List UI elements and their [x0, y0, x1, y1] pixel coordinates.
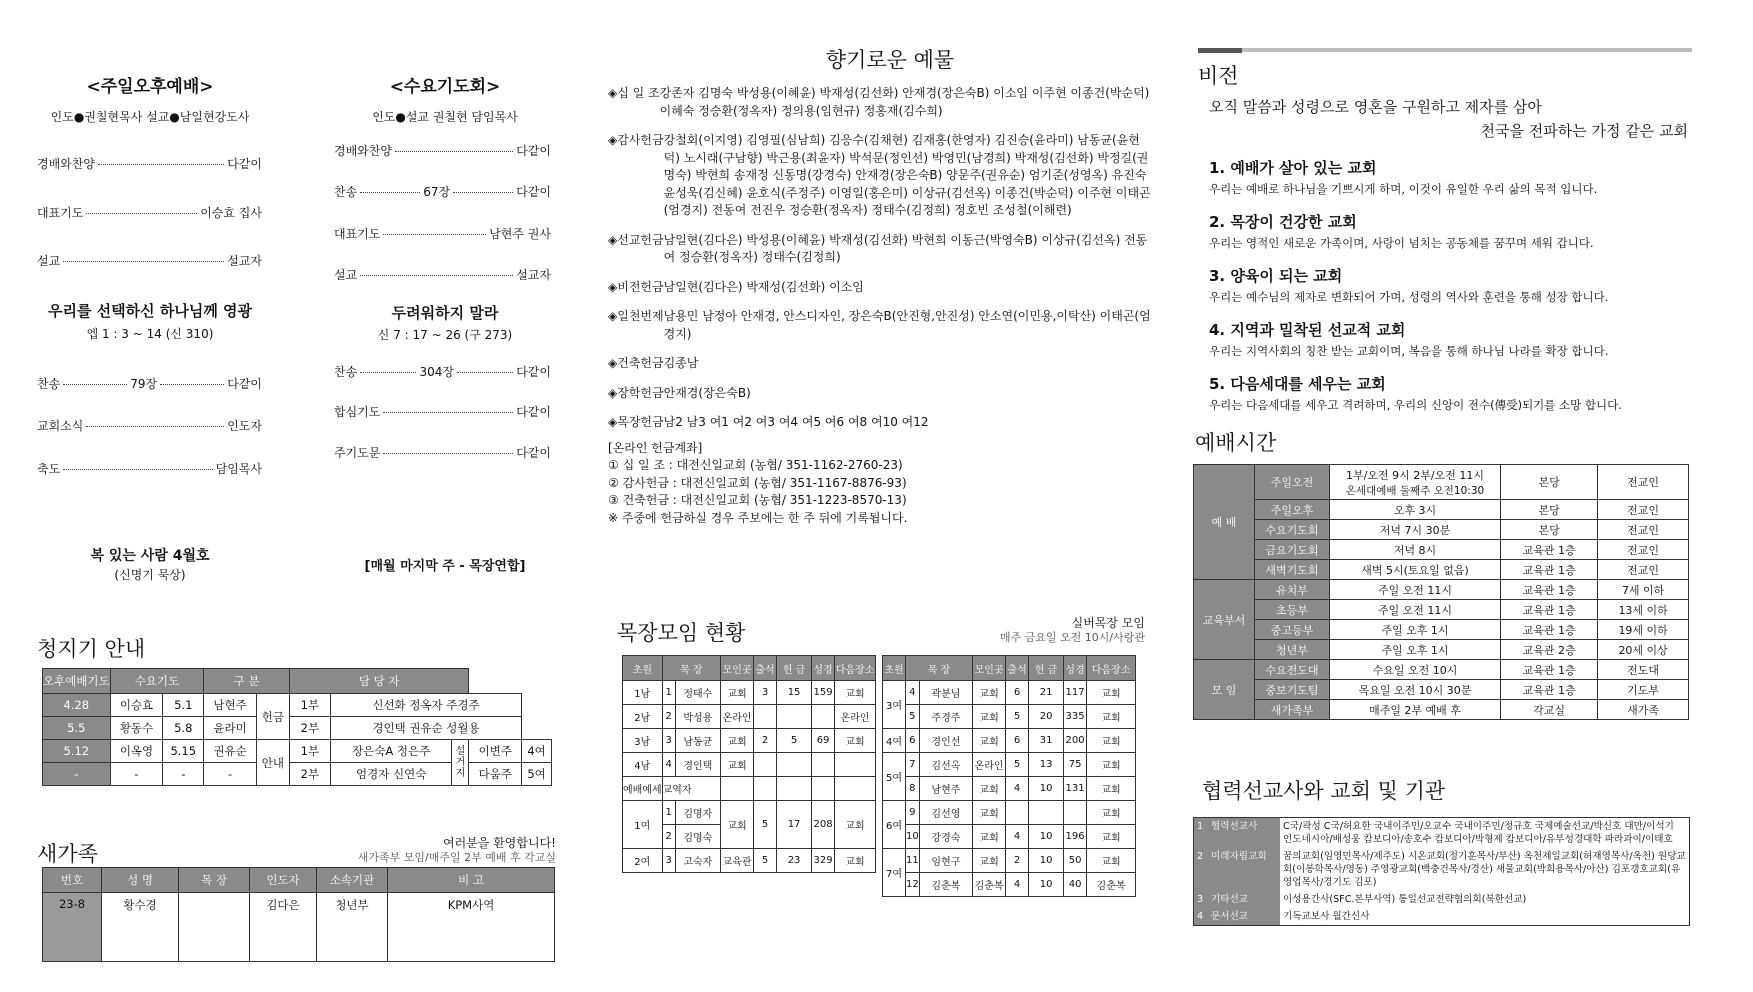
wednesday-item: 찬송 304장 다같이	[334, 365, 551, 379]
table-row: 예 배 주일오전 1부/오전 9시 2부/오전 11시 온세대예배 둘째주 오전10:30 본당 전교인	[1194, 465, 1689, 500]
vision-title: 비전	[1198, 64, 1239, 88]
table-row: 7여 11 임현구 교회 2 10 50 교회	[883, 849, 1136, 873]
mokjang-table-left: 초원 목 장 모인곳 출석 헌 금 성경 다음장소 1남 1 정태수 교회 3 15 159 교회 2남 2 박성용 온라인 온라인 3남 3 남동균 교회 2 5 69 교회 4남 4 경인택 교회 예배예세 교역자 1여 1 김명자 교회 5 17 208 교회 2 김명숙 2여 3 고숙자 교육관 5 23 329 교회	[622, 655, 876, 873]
mission-row: 4 문서선교 기독교보사 월간신사	[1194, 908, 1689, 925]
vision-bar	[1198, 48, 1692, 52]
table-row: 4.28 이승효 5.1 남현주 헌금 1부 신선화 정옥자 주경주	[43, 694, 552, 717]
offering-group: ◈건축헌금 김종남	[608, 356, 699, 370]
table-row: 5 주경주 교회 5 20 335 교회	[883, 705, 1136, 729]
newfamily-welcome: 여러분을 환영합니다!	[443, 836, 556, 850]
wednesday-leader: 인도●설교 권칠현 담임목사	[372, 110, 518, 124]
table-row: 2여 3 고숙자 교육관 5 23 329 교회	[623, 849, 876, 873]
wednesday-item: 설교 설교자	[334, 268, 551, 282]
table-row: 예배예세 교역자	[623, 777, 876, 801]
mission-row: 1 협력선교사 C국/곽성 C국/허요한 국내이주민/오교수 국내이주민/정규호 국제예술선교/박신호 대만/이석기 인도네시아/배성웅 캄보디아/송호수 캄보디아/박형제 캄보디아/유부성경대학 파라과이/이태호	[1194, 818, 1689, 848]
table-row: 2 김명숙	[623, 825, 876, 849]
vision-line2: 천국을 전파하는 가정 같은 교회	[1480, 122, 1688, 140]
sunday-pm-leader: 인도●권칠현목사 설교●남일현강도사	[50, 110, 250, 124]
sunday-pm-item: 축도 담임목사	[37, 462, 262, 476]
offering-group: ◈비전헌금 남일현(김다은) 박재성(김선화) 이소임	[608, 279, 864, 294]
table-row: 청년부 주일 오후 1시 교육관 2층 20세 이상	[1194, 640, 1689, 660]
table-row: 1남 1 정태수 교회 3 15 159 교회	[623, 681, 876, 705]
cleaning-table: 오후예배기도 수요기도 구 분 담 당 자 4.28 이승효 5.1 남현주 헌금 1부 신선화 정옥자 주경주 5.5 황동수 5.8 윤라미 2부 경인택 권유순 성월용 5.12 이옥영 5.15 권유순 안내 1부 장은숙A 정은주 설거지 이변주 4여 - - - - 2부 엄경자 신연숙 다움주 5여	[42, 668, 552, 786]
mission-row: 3 기타선교 이성용간사(SFC.본부사역) 통일선교전략협의회(북한선교)	[1194, 891, 1689, 908]
vision-item: 5. 다음세대를 세우는 교회 우리는 다음세대를 세우고 격려하며, 우리의 신앙이 전수(傳受)되기를 소망 합니다.	[1209, 375, 1622, 412]
missions-table	[1194, 818, 1689, 925]
wednesday-item: 찬송 67장 다같이	[334, 185, 551, 199]
online-account: ① 십 일 조 : 대전신일교회 (농협/ 351-1162-2760-23)	[608, 458, 903, 472]
newfamily-title: 새가족	[37, 842, 98, 866]
vision-item: 2. 목장이 건강한 교회 우리는 영적인 새로운 가족이며, 사랑이 넘치는 공동체를 꿈꾸며 세워 갑니다.	[1209, 213, 1594, 250]
vision-bar-accent	[1198, 48, 1242, 53]
online-note: ※ 주중에 헌금하실 경우 주보에는 한 주 뒤에 기록됩니다.	[608, 510, 908, 525]
table-row: 모 임 수요전도대 수요일 오전 10시 교육관 1층 전도대	[1194, 660, 1689, 680]
offering-group: ◈선교헌금 남일현(김다은) 박성용(이혜윤) 박재성(김선화) 박현희 이동근(박영숙B) 이상규(김선옥) 전동여 정승환(정옥자) 정태수(김정희)	[608, 232, 1148, 264]
schedule-table	[1193, 464, 1689, 720]
offering-group: ◈십 일 조 강존자 김명숙 박성용(이혜윤) 박재성(김선화) 안재경(장은숙B) 이소임 이주현 이종건(박순덕) 이혜숙 정승환(정옥자) 정의용(임현규) 정홍재(김수희)	[608, 86, 1150, 118]
missions-title: 협력선교사와 교회 및 기관	[1202, 779, 1446, 803]
first-row-sub: 온세대예배 둘째주 오전10:30	[1345, 484, 1485, 497]
wednesday-sermon-title: 두려워하지 말라	[391, 304, 499, 322]
vision-item: 3. 양육이 되는 교회 우리는 예수님의 제자로 변화되어 가며, 성령의 역사와 훈련을 통해 성장 합니다.	[1209, 267, 1609, 304]
table-row: 3남 3 남동균 교회 2 5 69 교회	[623, 729, 876, 753]
table-row: 6여 9 김선영 교회 교회	[883, 801, 1136, 825]
cleaning-title: 청지기 안내	[37, 637, 146, 661]
table-row: 초등부 주일 오전 11시 교육관 1층 13세 이하	[1194, 600, 1689, 620]
monthly-book-sub: (신명기 묵상)	[114, 568, 186, 582]
table-row: 5.12 이옥영 5.15 권유순 안내 1부 장은숙A 정은주 설거지 이변주 4여	[43, 740, 552, 763]
wednesday-item: 경배와찬양 다같이	[334, 144, 551, 158]
sunday-pm-item: 교회소식 인도자	[37, 419, 262, 433]
table-row: 3여 4 곽분님 교회 6 21 117 교회	[883, 681, 1136, 705]
vision-item: 4. 지역과 밀착된 선교적 교회 우리는 지역사회의 칭찬 받는 교회이며, 복음을 통해 하나님 나라를 확장 합니다.	[1209, 321, 1609, 358]
silver-time: 매주 금요일 오전 10시/사랑관	[999, 631, 1145, 644]
wednesday-title: <수요기도회>	[389, 77, 501, 97]
sunday-pm-title: <주일오후예배>	[86, 77, 214, 97]
table-row: 금요기도회 저녁 8시 교육관 1층 전교인	[1194, 540, 1689, 560]
newfamily-note: 새가족부 모임/매주일 2부 예배 후 각교실	[357, 851, 556, 864]
table-row: 새가족부 매주일 2부 예배 후 각교실 새가족	[1194, 700, 1689, 720]
schedule-title: 예배시간	[1195, 431, 1277, 455]
table-row: 주일오후 오후 3시 본당 전교인	[1194, 500, 1689, 520]
table-row: 5여 7 김선옥 온라인 5 13 75 교회	[883, 753, 1136, 777]
wednesday-item: 주기도문 다같이	[334, 446, 551, 460]
silver-title: 실버목장 모임	[1071, 616, 1145, 630]
table-row: 23-8 황수경 김다은 청년부 KPM사역	[43, 893, 555, 962]
vision-list	[1209, 157, 1694, 413]
table-row: 4남 4 경인택 교회	[623, 753, 876, 777]
table-row: 중고등부 주일 오후 1시 교육관 1층 19세 이하	[1194, 620, 1689, 640]
offering-group: ◈장학헌금 안재경(장은숙B)	[608, 385, 751, 400]
wednesday-sermon-ref: 신 7 : 17 ~ 26 (구 273)	[377, 328, 513, 342]
table-row: 5.5 황동수 5.8 윤라미 2부 경인택 권유순 성월용	[43, 717, 552, 740]
online-account: ③ 건축헌금 : 대전신일교회 (농협/ 351-1223-8570-13)	[608, 493, 907, 507]
sunday-pm-sermon-title: 우리를 선택하신 하나님께 영광	[47, 302, 253, 320]
table-row: 8 남현주 교회 4 10 131 교회	[883, 777, 1136, 801]
sunday-pm-item: 대표기도 이승효 집사	[37, 206, 262, 220]
sunday-pm-sermon-ref: 엡 1 : 3 ~ 14 (신 310)	[86, 327, 214, 341]
missions-box	[1193, 817, 1690, 926]
table-row: 1여 1 김명자 교회 5 17 208 교회	[623, 801, 876, 825]
wednesday-item: 대표기도 남현주 권사	[334, 227, 551, 241]
mission-row: 2 미래자립교회 꿈의교회(임영민목사/제주도) 시온교회(정기훈목사/부산) 옥천제일교회(허재영목사/옥천) 원당교회(이봉학목사/영동) 주영광교회(백충건목사/경산) 새물교회(박희용목사/아산) 김포갱호교회(유영업목사/경기도 김포)	[1194, 848, 1689, 891]
table-row: 12 김춘복 김춘복 4 10 40 김춘복	[883, 873, 1136, 897]
offering-title: 향기로운 예물	[825, 48, 955, 72]
table-row: - - - - 2부 엄경자 신연숙 다움주 5여	[43, 763, 552, 786]
vision-item: 1. 예배가 살아 있는 교회 우리는 예배로 하나님을 기쁘시게 하며, 이것이 유일한 우리 삶의 목적 입니다.	[1209, 159, 1598, 196]
sunday-pm-item: 경배와찬양 다같이	[37, 157, 262, 171]
mokjang-title: 목장모임 현황	[617, 621, 746, 645]
online-account: ② 감사헌금 : 대전신일교회 (농협/ 351-1167-8876-93)	[608, 475, 907, 490]
monthly-book: 복 있는 사람 4월호	[90, 548, 210, 564]
table-row: 10 강경숙 교회 4 10 196 교회	[883, 825, 1136, 849]
table-row: 4여 6 경인선 교회 6 31 200 교회	[883, 729, 1136, 753]
sunday-pm-item: 설교 설교자	[37, 254, 262, 268]
offering-group: ◈일천번제 남용민 남정아 안재경, 안스디자인, 장은숙B(안진형,안진성) 안소연(이민용,이탁산) 이태곤(엄경지)	[608, 309, 1151, 341]
offering-group: ◈목장헌금 남2 남3 여1 여2 여3 여4 여5 여6 여8 여10 여12	[608, 415, 929, 429]
newfamily-table: 번호 성 명 목 장 인도자 소속기관 비 고 23-8 황수경 김다은 청년부 KPM사역	[42, 867, 555, 962]
table-row: 중보기도팀 목요일 오전 10시 30분 교육관 1층 기도부	[1194, 680, 1689, 700]
wednesday-footer: [매월 마지막 주 - 목장연합]	[364, 559, 526, 574]
table-row: 수요기도회 저녁 7시 30분 본당 전교인	[1194, 520, 1689, 540]
mokjang-table-right: 초원 목 장 모인곳 출석 헌 금 성경 다음장소 3여 4 곽분님 교회 6 21 117 교회 5 주경주 교회 5 20 335 교회 4여 6 경인선 교회 6 31 200 교회 5여 7 김선옥 온라인 5 13 75 교회 8 남현주 교회 4 10 131 교회 6여 9 김선영 교회 교회 10 강경숙 교회 4 10 196 교회 7여 11 임현구 교회 2 10 50 교회 12 김춘복 김춘복 4 10 40 김춘복	[882, 655, 1136, 897]
vision-line1: 오직 말씀과 성령으로 영혼을 구원하고 제자를 삼아	[1209, 98, 1542, 116]
table-row: 새벽기도회 새벽 5시(토요일 없음) 교육관 1층 전교인	[1194, 560, 1689, 580]
table-row: 교육부서 유치부 주일 오전 11시 교육관 1층 7세 이하	[1194, 580, 1689, 600]
wednesday-item: 합심기도 다같이	[334, 405, 551, 419]
online-account-title: [온라인 헌금계좌]	[608, 440, 703, 455]
offering-list	[608, 85, 1153, 527]
table-row: 2남 2 박성용 온라인 온라인	[623, 705, 876, 729]
sunday-pm-item: 찬송 79장 다같이	[37, 377, 262, 391]
offering-group: ◈감사헌금 강철회(이지영) 김영필(심남희) 김응수(김채현) 김재홍(한영자) 김진승(윤라미) 남동균(윤현덕) 노시래(구남향) 박근용(최윤자) 박석문(정인선) 박영민(남경희) 박재성(김선화) 박정길(권명숙) 박현희 송재정 신동명(강경숙) 안재경(장은숙B) 양문주(권유순) 엄기준(성영옥) 유진숙 윤성욱(김신혜) 윤호식(주정주) 이영일(홍은미) 이상규(김선옥) 이종건(박순덕) 이주현 이태곤(엄경지) 전동여 전진우 정승환(정옥자) 정태수(김정희) 정호빈 조성철(이해련)	[608, 133, 1151, 217]
